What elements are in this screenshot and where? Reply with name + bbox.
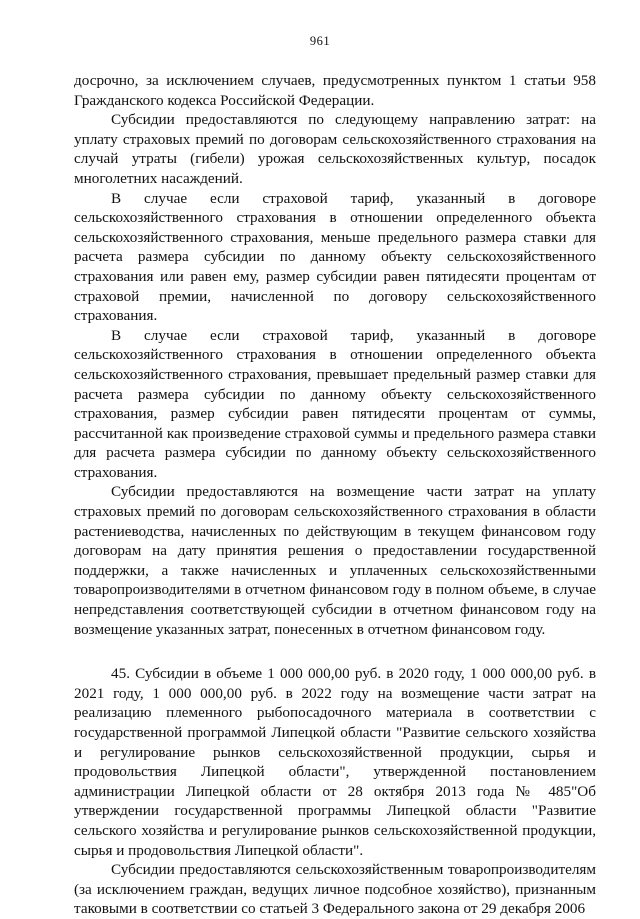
paragraph-tariff-above-limit: В случае если страховой тариф, указанный в договоре сельскохозяйственного страхования в отношении определенного объекта сельскохозяйственного страхования, превышает предельный размер ставки для расчета размера субсидии по данному объекту сельскохозяйственного страхования, размер субсидии равен пятидесяти процентам от суммы, рассчитанной как произведение страховой суммы и предельного размера ставки для расчета размера субсидии по данному объекту сельскохозяйственного страхования. — [74, 326, 596, 481]
paragraph-item-45: 45. Субсидии в объеме 1 000 000,00 руб. в 2020 году, 1 000 000,00 руб. в 2021 году, 1 000 000,00 руб. в 2022 году на возмещение части затрат на реализацию племенного рыбопосадочного материала в соответствии с государственной программой Липецкой области "Развитие сельского хозяйства и регулирование рынков сельскохозяйственной продукции, сырья и продовольствия Липецкой области", утвержденной постановлением администрации Липецкой области от 28 октября 2013 года № 485"Об утверждении государственной программы Липецкой области "Развитие сельского хозяйства и регулирование рынков сельскохозяйственной продукции, сырья и продовольствия Липецкой области". — [74, 665, 596, 859]
paragraph-subsidy-direction: Субсидии предоставляются по следующему направлению затрат: на уплату страховых премий по договорам сельскохозяйственного страхования на случай утраты (гибели) урожая сельскохозяйственных культур, посадок многолетних насаждений. — [74, 111, 596, 187]
paragraph-continuation: досрочно, за исключением случаев, предусмотренных пунктом 1 статьи 958 Гражданского кодекса Российской Федерации. — [74, 72, 596, 109]
page-number: 961 — [309, 34, 331, 48]
paragraph-recipients: Субсидии предоставляются сельскохозяйственным товаропроизводителям (за исключением граждан, ведущих личное подсобное хозяйство), признанным таковыми в соответствии со статьей 3 Федерального закона от 29 декабря 2006 — [74, 861, 596, 918]
paragraph-tariff-below-limit: В случае если страховой тариф, указанный в договоре сельскохозяйственного страхования в отношении определенного объекта сельскохозяйственного страхования, меньше предельного размера ставки для расчета размера субсидии по данному объекту сельскохозяйственного страхования или равен ему, размер субсидии равен пятидесяти процентам от страховой премии, начисленной по договору сельскохозяйственного страхования. — [74, 189, 596, 325]
document-body — [74, 71, 596, 919]
paragraph-premium-reimbursement: Субсидии предоставляются на возмещение части затрат на уплату страховых премий по договорам сельскохозяйственного страхования в области растениеводства, начисленных по действующим в текущем финансовом году договорам на дату принятия решения о предоставлении государственной поддержки, а также начисленных и уплаченных сельскохозяйственными товаропроизводителями в отчетном финансовом году в полном объеме, в случае непредставления соответствующей субсидии в отчетном финансовом году на возмещение указанных затрат, понесенных в отчетном финансовом году. — [74, 483, 596, 638]
